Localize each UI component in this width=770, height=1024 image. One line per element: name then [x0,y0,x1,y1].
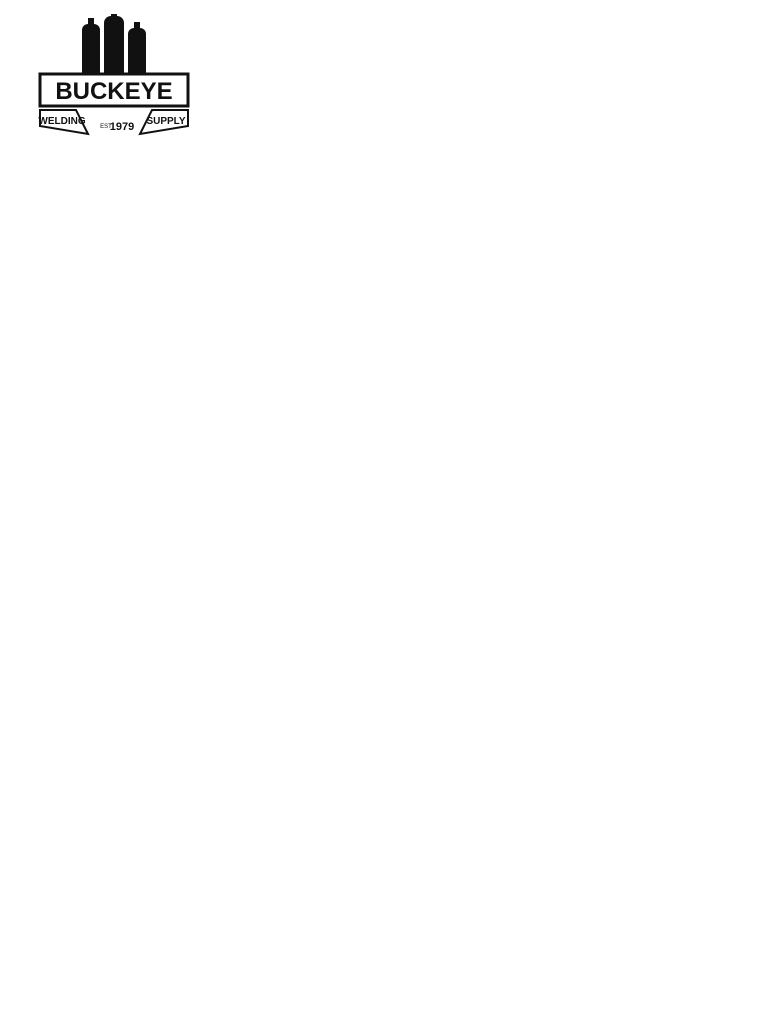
svg-text:SUPPLY: SUPPLY [146,116,186,127]
svg-text:WELDING: WELDING [38,116,86,127]
svg-text:EST: EST [100,124,112,130]
logo-brand-text: BUCKEYE [55,78,173,105]
buckeye-logo [36,14,192,138]
svg-text:1979: 1979 [109,121,135,133]
